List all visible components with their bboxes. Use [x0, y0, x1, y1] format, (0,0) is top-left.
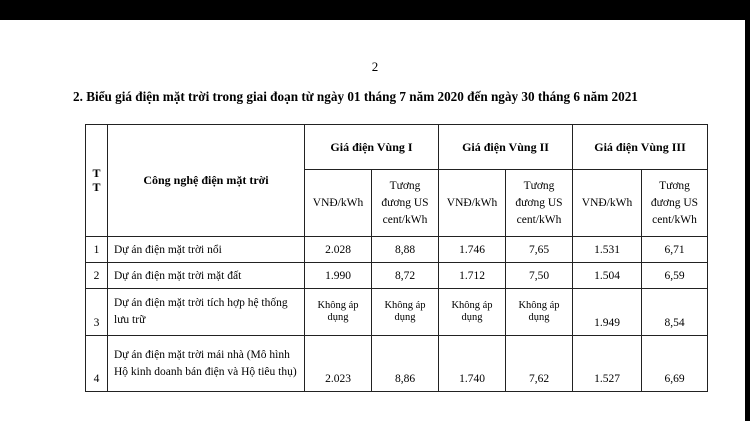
- row-u1: 8,72: [372, 263, 439, 289]
- row-u1: 8,86: [372, 336, 439, 392]
- row-u3: 8,54: [642, 289, 708, 336]
- header-technology: Công nghệ điện mặt trời: [108, 125, 305, 237]
- unit-us-1: Tương đương US cent/kWh: [372, 170, 439, 237]
- row-u2: 7,65: [506, 237, 573, 263]
- row-v1: 2.023: [305, 336, 372, 392]
- row-v3: 1.504: [573, 263, 642, 289]
- row-v1: Không áp dụng: [305, 289, 372, 336]
- row-u1: Không áp dụng: [372, 289, 439, 336]
- row-tt: 3: [86, 289, 108, 336]
- unit-us-3: Tương đương US cent/kWh: [642, 170, 708, 237]
- row-v2: Không áp dụng: [439, 289, 506, 336]
- tariff-table: [85, 124, 708, 392]
- row-tt: 2: [86, 263, 108, 289]
- row-v2: 1.746: [439, 237, 506, 263]
- row-v3: 1.527: [573, 336, 642, 392]
- table-row: [86, 237, 708, 263]
- row-v3: 1.531: [573, 237, 642, 263]
- header-region-2: Giá điện Vùng II: [439, 125, 573, 170]
- row-name: Dự án điện mặt trời mái nhà (Mô hình Hộ kinh doanh bán điện và Hộ tiêu thụ): [108, 336, 305, 392]
- row-v1: 1.990: [305, 263, 372, 289]
- row-u3: 6,69: [642, 336, 708, 392]
- unit-vnd-3: VNĐ/kWh: [573, 170, 642, 237]
- row-u2: 7,50: [506, 263, 573, 289]
- table-row: [86, 336, 708, 392]
- row-u1: 8,88: [372, 237, 439, 263]
- header-row-regions: [86, 125, 708, 170]
- top-black-bar: [0, 0, 750, 20]
- section-title: 2. Biểu giá điện mặt trời trong giai đoạn từ ngày 01 tháng 7 năm 2020 đến ngày 30 tháng 6 năm 2021: [73, 89, 638, 104]
- table-row: [86, 263, 708, 289]
- unit-vnd-2: VNĐ/kWh: [439, 170, 506, 237]
- unit-us-2: Tương đương US cent/kWh: [506, 170, 573, 237]
- unit-vnd-1: VNĐ/kWh: [305, 170, 372, 237]
- row-u2: 7,62: [506, 336, 573, 392]
- row-u2: Không áp dụng: [506, 289, 573, 336]
- page-number: 2: [371, 59, 379, 74]
- row-v1: 2.028: [305, 237, 372, 263]
- row-u3: 6,71: [642, 237, 708, 263]
- row-name: Dự án điện mặt trời mặt đất: [108, 263, 305, 289]
- table-row: [86, 289, 708, 336]
- row-name: Dự án điện mặt trời tích hợp hệ thống lưu trữ: [108, 289, 305, 336]
- row-u3: 6,59: [642, 263, 708, 289]
- row-name: Dự án điện mặt trời nổi: [108, 237, 305, 263]
- row-tt: 1: [86, 237, 108, 263]
- row-v3: 1.949: [573, 289, 642, 336]
- header-tt: T T: [86, 125, 108, 237]
- header-region-3: Giá điện Vùng III: [573, 125, 708, 170]
- row-v2: 1.712: [439, 263, 506, 289]
- row-tt: 4: [86, 336, 108, 392]
- header-region-1: Giá điện Vùng I: [305, 125, 439, 170]
- row-v2: 1.740: [439, 336, 506, 392]
